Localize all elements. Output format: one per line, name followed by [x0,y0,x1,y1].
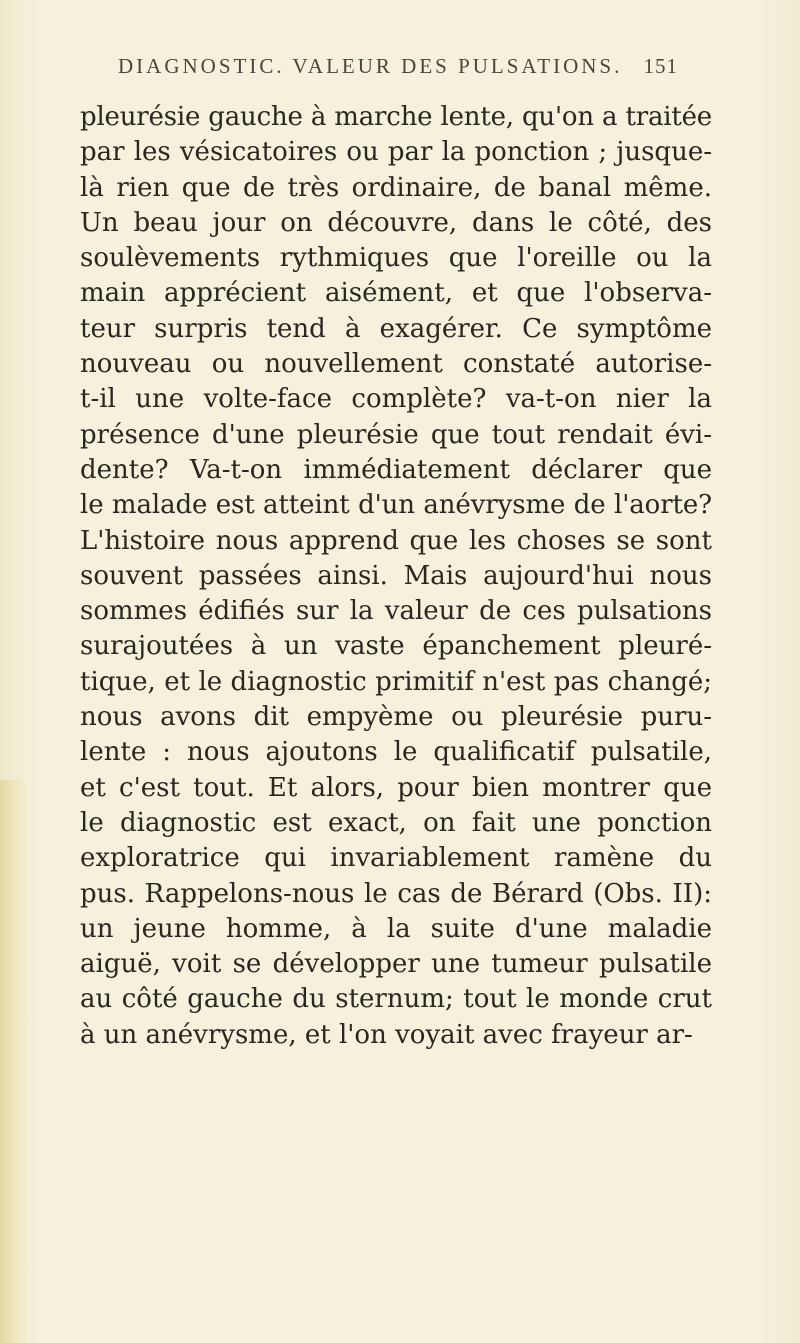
text-line: main apprécient aisément, et que l'observa- [80,278,712,309]
text-line: surajoutées à un vaste épanchement pleuré- [80,631,712,662]
text-line: nouveau ou nouvellement constaté autorise- [80,349,712,380]
page-number: 151 [643,54,678,78]
text-line: le diagnostic est exact, on fait une ponction [80,807,712,838]
text-line: à un anévrysme, et l'on voyait avec frayeur ar- [80,1019,693,1050]
text-line: un jeune homme, à la suite d'une maladie [80,913,712,944]
text-line: aiguë, voit se développer une tumeur pulsatile [80,949,712,980]
text-line: soulèvements rythmiques que l'oreille ou la [80,243,712,274]
text-line: et c'est tout. Et alors, pour bien montrer que [80,772,712,803]
text-line: pleurésie gauche à marche lente, qu'on a traitée [80,102,712,132]
text-line: exploratrice qui invariablement ramène du [80,843,712,874]
text-line: nous avons dit empyème ou pleurésie puru- [80,702,712,733]
text-line: au côté gauche du sternum; tout le monde crut [80,984,712,1015]
text-line: présence d'une pleurésie que tout rendait évi- [80,419,712,450]
text-line: L'histoire nous apprend que les choses se sont [80,525,712,556]
page-edge-shadow [0,780,28,1343]
text-line: Un beau jour on découvre, dans le côté, des [80,207,712,238]
text-line: lente : nous ajoutons le qualificatif pulsatile, [80,737,712,768]
text-line: là rien que de très ordinaire, de banal même. [80,172,712,203]
running-header [118,54,678,79]
text-line: dente? Va-t-on immédiatement déclarer que [80,454,712,485]
text-line: tique, et le diagnostic primitif n'est pas changé; [80,666,712,697]
text-line: souvent passées ainsi. Mais aujourd'hui nous [80,560,712,591]
text-line: par les vésicatoires ou par la ponction ; jusque- [80,137,712,168]
text-line: teur surpris tend à exagérer. Ce symptôme [80,313,712,344]
text-line: le malade est atteint d'un anévrysme de l'aorte? [80,490,712,521]
text-line: pus. Rappelons-nous le cas de Bérard (Obs. II): [80,878,712,909]
running-title: DIAGNOSTIC. VALEUR DES PULSATIONS. [118,54,623,78]
text-line: t-il une volte-face complète? va-t-on nier la [80,384,712,415]
body-text [80,100,712,1053]
text-line: sommes édifiés sur la valeur de ces pulsations [80,596,712,627]
